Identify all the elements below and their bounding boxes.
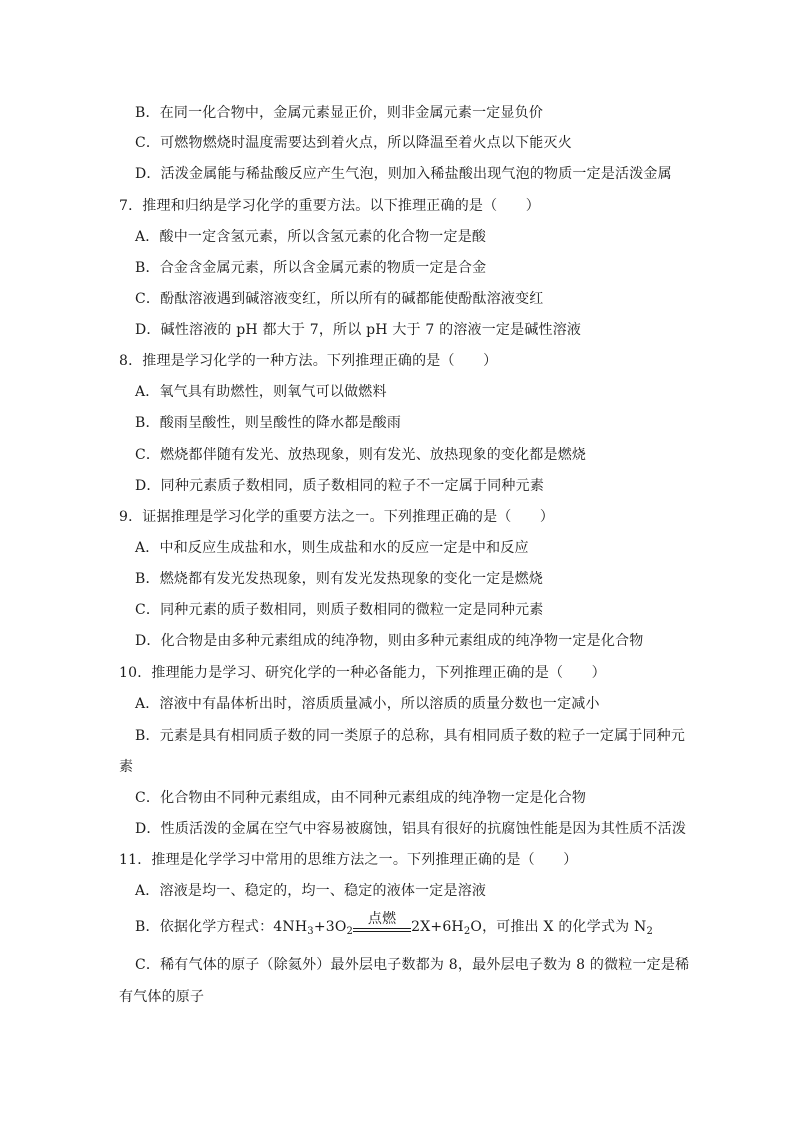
option-c-q9: C．同种元素的质子数相同，则质子数相同的微粒一定是同种元素 [135, 602, 544, 618]
option-c-q7: C．酚酞溶液遇到碱溶液变红，所以所有的碱都能使酚酞溶液变红 [135, 291, 544, 307]
subscript-nh3: 3 [307, 926, 314, 937]
equation-prefix: B．依据化学方程式：4NH [135, 919, 308, 935]
option-a-q9: A．中和反应生成盐和水，则生成盐和水的反应一定是中和反应 [135, 540, 529, 556]
question-8: 8．推理是学习化学的一种方法。下列推理正确的是（ ） [119, 353, 498, 369]
option-b-q8: B．酸雨呈酸性，则呈酸性的降水都是酸雨 [135, 415, 402, 431]
option-c-q11: C．稀有气体的原子（除氦外）最外层电子数都为 8，最外层电子数为 8 的微粒一定是稀 [135, 957, 690, 973]
reaction-condition: 点燃 [367, 911, 397, 927]
subscript-o2: 2 [346, 926, 354, 937]
subscript-h2o: 2 [463, 926, 471, 937]
option-b-q10: B．元素是具有相同质子数的同一类原子的总称，具有相同质子数的粒子一定属于同种元 [135, 728, 686, 744]
option-d-q10: D．性质活泼的金属在空气中容易被腐蚀，铝具有很好的抗腐蚀性能是因为其性质不活泼 [135, 821, 687, 837]
question-7: 7．推理和归纳是学习化学的重要方法。以下推理正确的是（ ） [119, 198, 540, 214]
option-c-q11-continued: 有气体的原子 [119, 989, 205, 1005]
option-b-q10-continued: 素 [119, 759, 134, 775]
option-d-q6: D．活泼金属能与稀盐酸反应产生气泡，则加入稀盐酸出现气泡的物质一定是活泼金属 [135, 166, 672, 182]
option-d-q7: D．碱性溶液的 pH 都大于 7，所以 pH 大于 7 的溶液一定是碱性溶液 [135, 322, 582, 338]
option-b-q11 [135, 911, 654, 939]
option-a-q11: A．溶液是均一、稳定的，均一、稳定的液体一定是溶液 [135, 883, 487, 899]
option-a-q8: A．氧气具有助燃性，则氧气可以做燃料 [135, 384, 387, 400]
option-b-q6: B．在同一化合物中，金属元素显正价，则非金属元素一定显负价 [135, 105, 544, 121]
option-c-q10: C．化合物由不同种元素组成，由不同种元素组成的纯净物一定是化合物 [135, 790, 587, 806]
equation-plus-o2: +3O [313, 919, 347, 935]
option-a-q7: A．酸中一定含氢元素，所以含氢元素的化合物一定是酸 [135, 229, 487, 245]
equation-products: 2X+6H [411, 919, 464, 935]
question-11: 11．推理是化学学习中常用的思维方法之一。下列推理正确的是（ ） [119, 852, 578, 868]
question-10: 10．推理能力是学习、研究化学的一种必备能力，下列推理正确的是（ ） [119, 665, 606, 681]
equation-tail: O，可推出 X 的化学式为 N [470, 919, 647, 935]
option-d-q8: D．同种元素质子数相同，质子数相同的粒子不一定属于同种元素 [135, 478, 545, 494]
reaction-arrow [353, 911, 411, 937]
option-b-q7: B．合金含金属元素，所以含金属元素的物质一定是合金 [135, 260, 487, 276]
option-c-q6: C．可燃物燃烧时温度需要达到着火点，所以降温至着火点以下能灭火 [135, 135, 572, 151]
option-c-q8: C．燃烧都伴随有发光、放热现象，则有发光、放热现象的变化都是燃烧 [135, 447, 587, 463]
subscript-n2: 2 [646, 926, 654, 937]
option-d-q9: D．化合物是由多种元素组成的纯净物，则由多种元素组成的纯净物一定是化合物 [135, 633, 644, 649]
option-b-q9: B．燃烧都有发光发热现象，则有发光发热现象的变化一定是燃烧 [135, 571, 544, 587]
option-a-q10: A．溶液中有晶体析出时，溶质质量减小，所以溶质的质量分数也一定减小 [135, 696, 600, 712]
question-9: 9．证据推理是学习化学的重要方法之一。下列推理正确的是（ ） [119, 509, 555, 525]
